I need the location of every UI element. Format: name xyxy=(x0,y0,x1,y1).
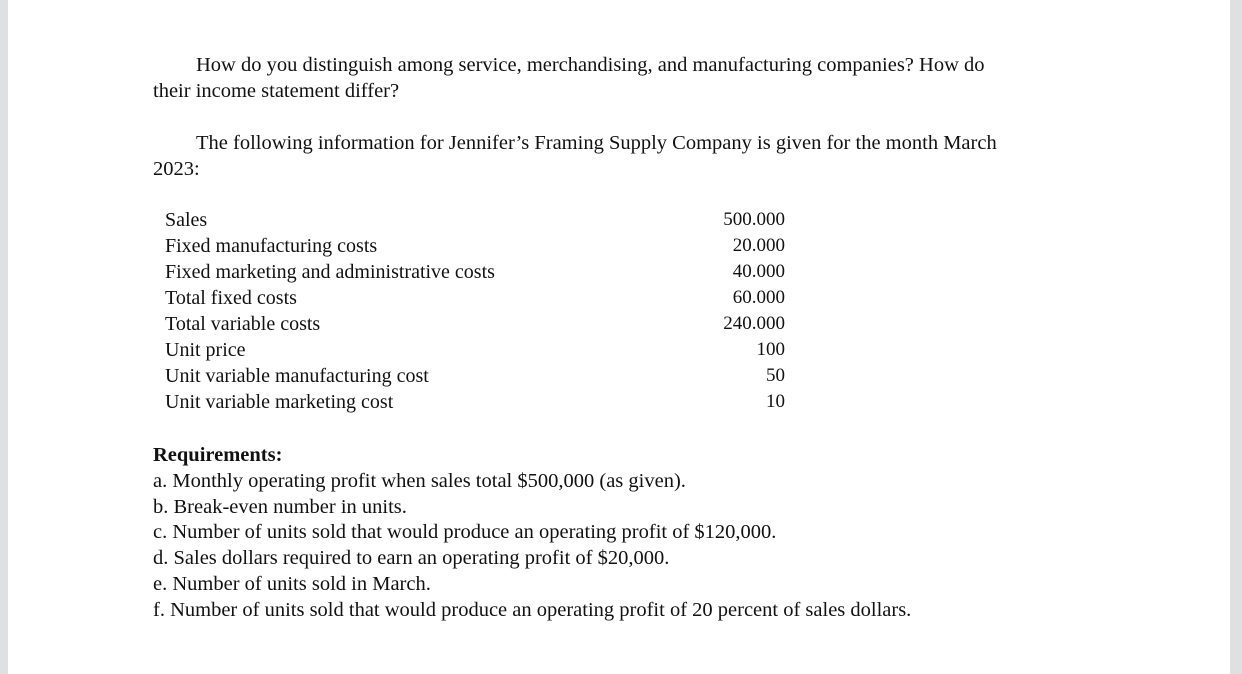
row-label: Total variable costs xyxy=(165,313,321,335)
row-value: 40.000 xyxy=(732,261,785,282)
row-value: 10 xyxy=(766,391,785,412)
row-label: Total fixed costs xyxy=(165,287,297,309)
question-paragraph-2 xyxy=(153,130,1113,182)
question-1-line-1: How do you distinguish among service, merchandising, and manufacturing companies? How do xyxy=(196,54,985,76)
table-row xyxy=(165,311,785,337)
table-row xyxy=(165,337,785,363)
table-row xyxy=(165,207,785,233)
row-label: Sales xyxy=(165,209,208,231)
table-row xyxy=(165,259,785,285)
document-page xyxy=(8,0,1230,674)
question-paragraph-1 xyxy=(153,52,1113,104)
requirement-item: a. Monthly operating profit when sales total $500,000 (as given). xyxy=(153,469,686,492)
row-label: Unit variable marketing cost xyxy=(165,391,394,413)
requirement-item: e. Number of units sold in March. xyxy=(153,572,431,595)
row-label: Fixed marketing and administrative costs xyxy=(165,261,495,283)
requirement-item: b. Break-even number in units. xyxy=(153,495,407,518)
table-row xyxy=(165,233,785,259)
row-value: 60.000 xyxy=(732,287,785,308)
requirement-item: d. Sales dollars required to earn an operating profit of $20,000. xyxy=(153,547,670,570)
requirements-section xyxy=(153,443,1113,624)
table-row xyxy=(165,363,785,389)
row-label: Unit variable manufacturing cost xyxy=(165,365,429,387)
row-value: 50 xyxy=(766,365,785,386)
row-value: 240.000 xyxy=(723,313,785,334)
table-row xyxy=(165,389,785,415)
question-2-line-1: The following information for Jennifer’s Framing Supply Company is given for the month March xyxy=(196,132,997,154)
requirements-heading: Requirements: xyxy=(153,444,283,466)
requirement-item: f. Number of units sold that would produce an operating profit of 20 percent of sales dollars. xyxy=(153,598,912,621)
row-value: 100 xyxy=(756,339,785,360)
question-1-line-2: their income statement differ? xyxy=(153,80,400,102)
cost-data-table xyxy=(165,207,785,415)
row-label: Unit price xyxy=(165,339,246,361)
row-value: 20.000 xyxy=(732,235,785,256)
question-2-line-2: 2023: xyxy=(153,158,200,180)
row-label: Fixed manufacturing costs xyxy=(165,235,378,257)
requirement-item: c. Number of units sold that would produce an operating profit of $120,000. xyxy=(153,521,777,544)
row-value: 500.000 xyxy=(723,209,785,230)
table-row xyxy=(165,285,785,311)
